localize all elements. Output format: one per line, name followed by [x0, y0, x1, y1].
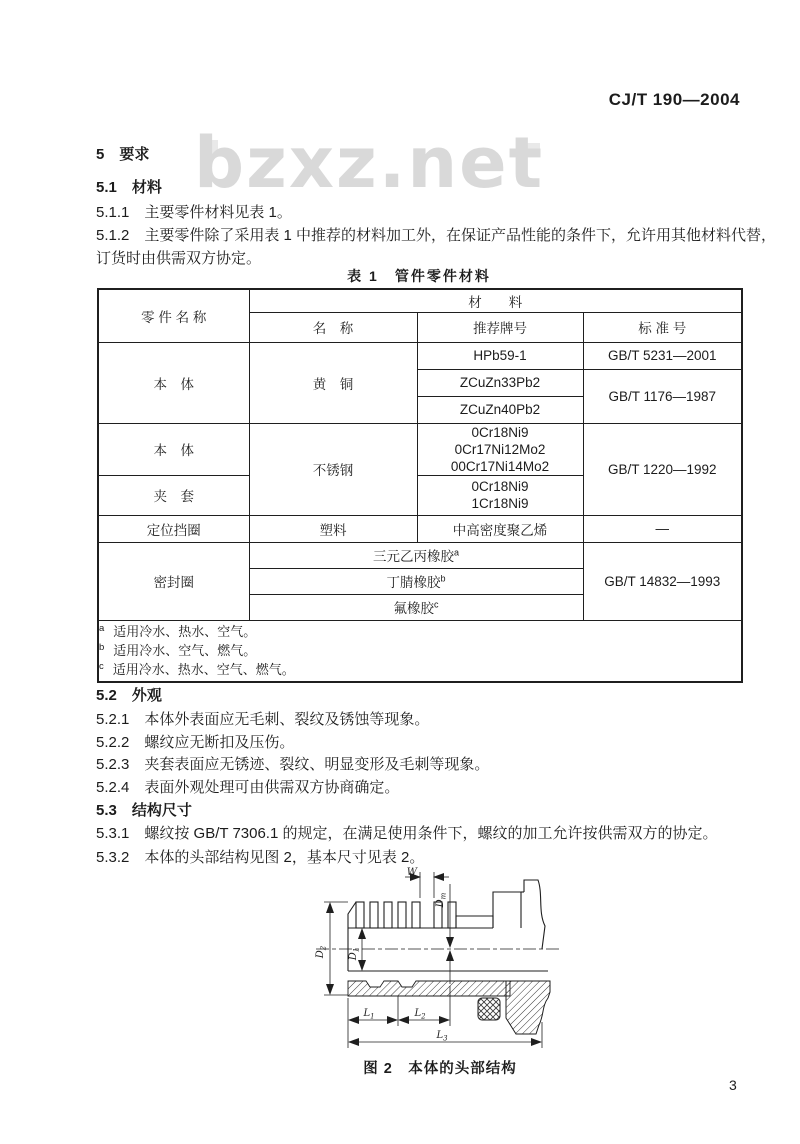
cell-grade: ZCuZn33Pb2 [417, 369, 583, 396]
clause-5-3-2: 5.3.2 本体的头部结构见图 2，基本尺寸见表 2。 [96, 849, 425, 866]
header-part-name: 零 件 名 称 [98, 289, 249, 342]
doc-code: CJ/T 190—2004 [608, 90, 740, 109]
label-d2: $D_2$ [315, 945, 328, 959]
cell-standard: GB/T 14832—1993 [583, 542, 742, 620]
label-d1: $D_1$ [348, 947, 361, 961]
clause-5-2-2: 5.2.2 螺纹应无断扣及压伤。 [96, 734, 295, 751]
header-material: 材 料 [249, 289, 742, 312]
cell-part-seal: 密封圈 [98, 542, 249, 620]
footnote-a: $^a$ 适用冷水、热水、空气。 [99, 622, 257, 640]
cell-grade-group: 0Cr18Ni9 0Cr17Ni12Mo2 00Cr17Ni14Mo2 [417, 423, 583, 475]
table-row [98, 542, 742, 568]
label-l1: $L_1$ [363, 1008, 375, 1021]
footnote-c: $^c$ 适用冷水、热水、空气、燃气。 [99, 660, 295, 678]
table-notes-row [98, 620, 742, 682]
page-number: 3 [729, 1077, 737, 1093]
cell-standard: GB/T 1220—1992 [583, 423, 742, 515]
label-l2: $L_2$ [414, 1008, 426, 1021]
cell-standard: GB/T 5231—2001 [583, 342, 742, 369]
cell-material-fkm: 氟橡胶$^c$ [249, 594, 583, 620]
header-grade: 推荐牌号 [417, 312, 583, 342]
cell-material-nbr: 丁腈橡胶$^b$ [249, 568, 583, 594]
section-hatch-band [348, 981, 510, 996]
cell-standard: GB/T 1176—1987 [583, 369, 742, 423]
clause-5-heading: 5 要求 [96, 146, 150, 163]
clause-5-3-1: 5.3.1 螺纹按 GB/T 7306.1 的规定，在满足使用条件下，螺纹的加工允许按供需双方的协定。 [96, 825, 718, 842]
figure-2-drawing [310, 864, 570, 1058]
flange-section [506, 981, 550, 1034]
clause-5-2-3: 5.2.3 夹套表面应无锈迹、裂纹、明显变形及毛刺等现象。 [96, 756, 490, 773]
clause-5-2-heading: 5.2 外观 [96, 687, 162, 704]
cell-standard-dash: — [583, 515, 742, 542]
cell-part-body-stainless: 本 体 [98, 423, 249, 475]
cell-grade-group: 0Cr18Ni9 1Cr18Ni9 [417, 475, 583, 515]
table-row [98, 423, 742, 475]
clause-5-2-4: 5.2.4 表面外观处理可由供需双方协商确定。 [96, 779, 400, 796]
cell-material-stainless: 不锈钢 [249, 423, 417, 515]
cell-material-plastic: 塑料 [249, 515, 417, 542]
table-header-row-1 [98, 289, 742, 312]
table-row [98, 515, 742, 542]
header-standard: 标 准 号 [583, 312, 742, 342]
clause-5-1-2: 5.1.2 主要零件除了采用表 1 中推荐的材料加工外，在保证产品性能的条件下，允许用其他材料代替， [96, 227, 777, 244]
cell-grade: ZCuZn40Pb2 [417, 396, 583, 423]
table-footnotes [98, 620, 742, 682]
materials-table [97, 288, 743, 683]
table-1-title: 表 1 管件零件材料 [347, 268, 491, 284]
header-name: 名 称 [249, 312, 417, 342]
seal-ring-section [478, 998, 500, 1020]
footnote-b: $^b$ 适用冷水、空气、燃气。 [99, 641, 257, 659]
cell-material-epdm: 三元乙丙橡胶$^a$ [249, 542, 583, 568]
label-dm: $D_m$ [435, 892, 448, 908]
cell-part-body-brass: 本 体 [98, 342, 249, 423]
clause-5-2-1: 5.2.1 本体外表面应无毛刺、裂纹及锈蚀等现象。 [96, 711, 430, 728]
label-w: W [406, 867, 417, 878]
dimension-labels [315, 867, 448, 1043]
label-l3: $L_3$ [436, 1030, 448, 1043]
clause-5-1-1: 5.1.1 主要零件材料见表 1。 [96, 204, 292, 221]
cell-grade: 中高密度聚乙烯 [417, 515, 583, 542]
clause-5-1-2-continuation: 订货时由供需双方协定。 [96, 250, 262, 267]
watermark-text: bzxz.net [194, 122, 545, 204]
table-row [98, 342, 742, 369]
clause-5-1-heading: 5.1 材料 [96, 179, 162, 196]
cell-material-brass: 黄 铜 [249, 342, 417, 423]
cell-part-ring: 定位挡圈 [98, 515, 249, 542]
cell-grade: HPb59-1 [417, 342, 583, 369]
cell-part-sleeve: 夹 套 [98, 475, 249, 515]
clause-5-3-heading: 5.3 结构尺寸 [96, 802, 192, 819]
figure-2-caption: 图 2 本体的头部结构 [363, 1061, 517, 1077]
